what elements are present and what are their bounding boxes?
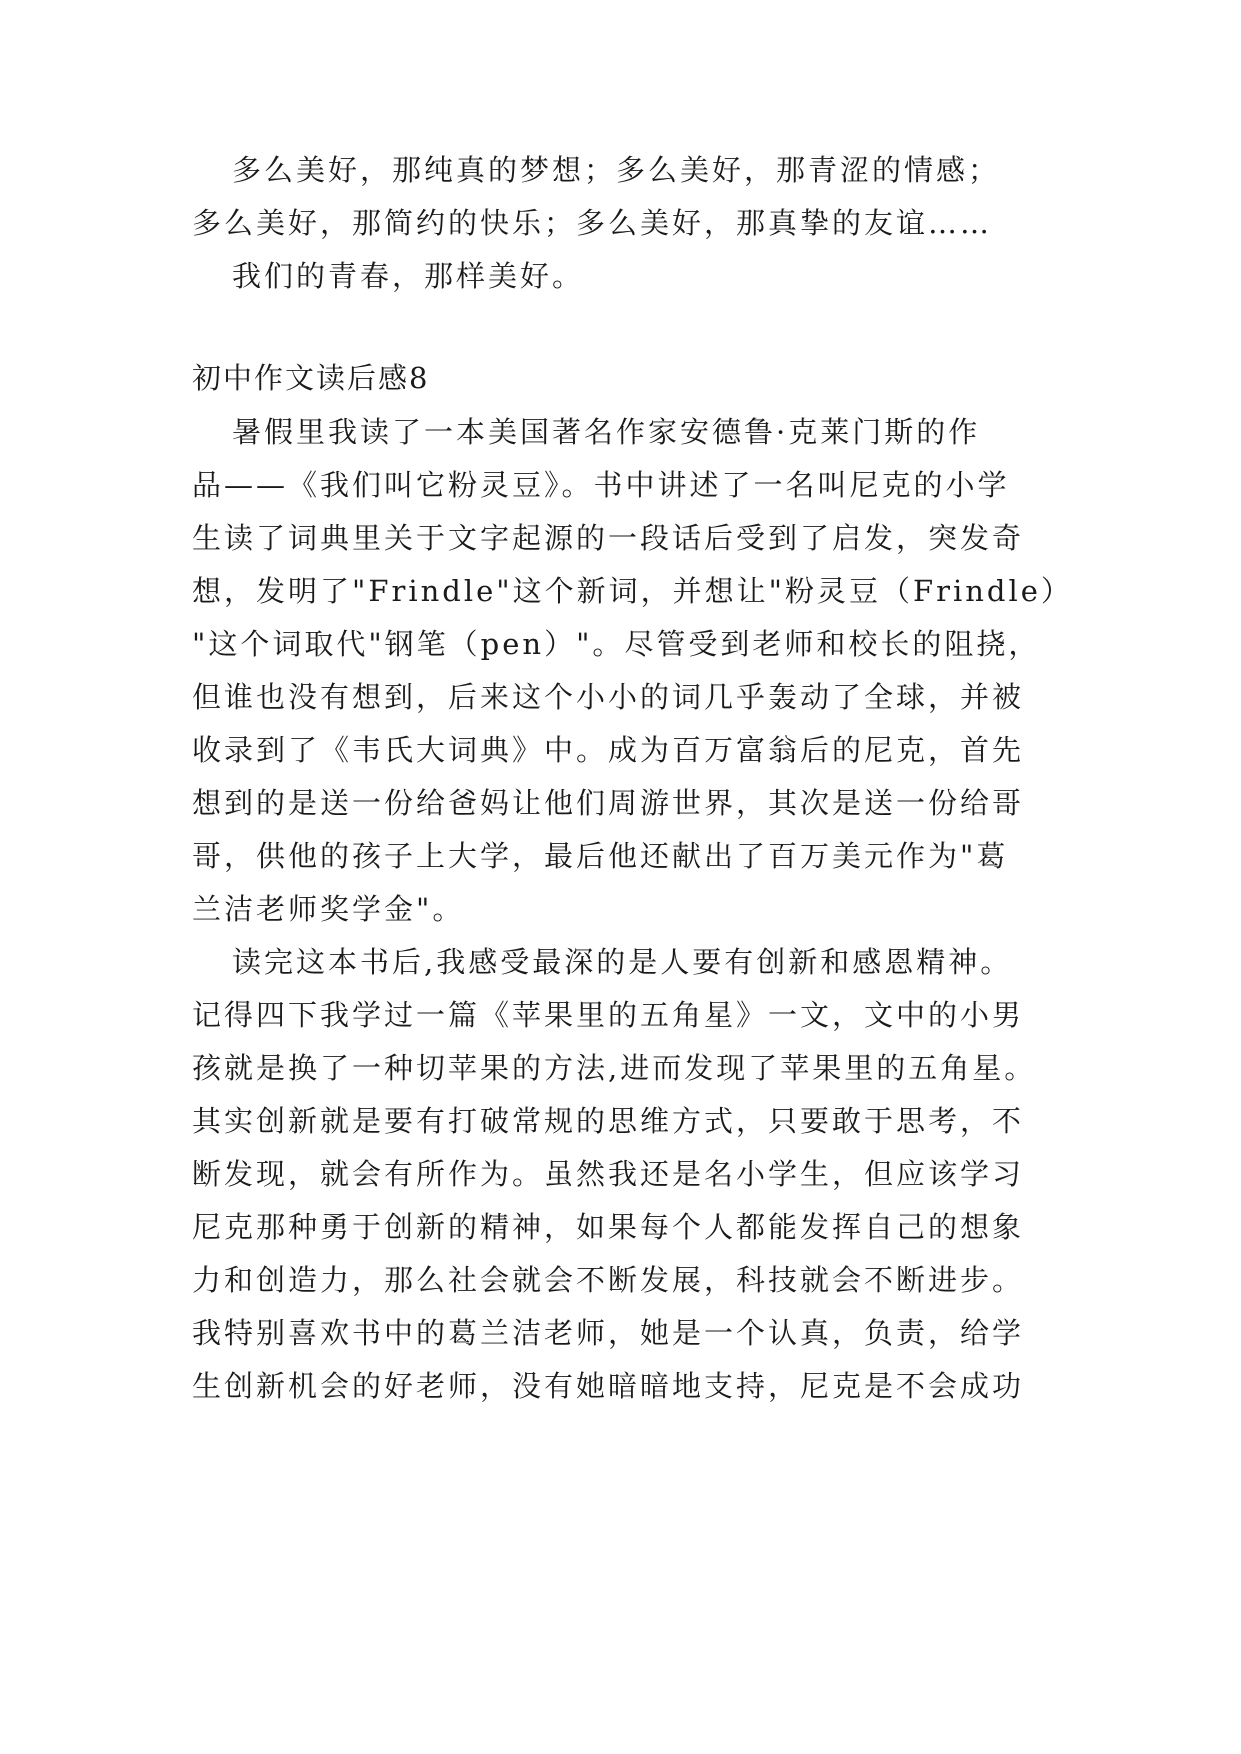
text-line: 品——《我们叫它粉灵豆》。书中讲述了一名叫尼克的小学 xyxy=(192,468,1010,502)
text-line: 多么美好，那纯真的梦想；多么美好，那青涩的情感； xyxy=(232,153,1001,187)
text-line: 记得四下我学过一篇《苹果里的五角星》一文，文中的小男 xyxy=(192,998,1025,1032)
text-line: 我特别喜欢书中的葛兰洁老师，她是一个认真，负责，给学 xyxy=(192,1316,1025,1350)
text-line: 多么美好，那简约的快乐；多么美好，那真挚的友谊…… xyxy=(192,206,993,240)
text-line: 想到的是送一份给爸妈让他们周游世界，其次是送一份给哥 xyxy=(192,786,1025,820)
text-line: 收录到了《韦氏大词典》中。成为百万富翁后的尼克，首先 xyxy=(192,733,1025,767)
text-line: 我们的青春，那样美好。 xyxy=(232,259,585,293)
text-line: 哥，供他的孩子上大学，最后他还献出了百万美元作为"葛 xyxy=(192,839,1009,873)
text-line: 读完这本书后,我感受最深的是人要有创新和感恩精神。 xyxy=(232,945,1013,979)
text-line: "这个词取代"钢笔（pen）"。尽管受到老师和校长的阻挠， xyxy=(192,627,1041,661)
text-line: 断发现，就会有所作为。虽然我还是名小学生，但应该学习 xyxy=(192,1157,1025,1191)
text-line: 孩就是换了一种切苹果的方法,进而发现了苹果里的五角星。 xyxy=(192,1051,1037,1085)
text-line: 暑假里我读了一本美国著名作家安德鲁·克莱门斯的作 xyxy=(232,415,981,449)
text-line: 尼克那种勇于创新的精神，如果每个人都能发挥自己的想象 xyxy=(192,1210,1025,1244)
text-line: 生创新机会的好老师，没有她暗暗地支持，尼克是不会成功 xyxy=(192,1369,1025,1403)
section-heading: 初中作文读后感8 xyxy=(192,361,430,395)
text-line: 力和创造力，那么社会就会不断发展，科技就会不断进步。 xyxy=(192,1263,1025,1297)
text-line: 想，发明了"Frindle"这个新词，并想让"粉灵豆（Frindle） xyxy=(192,574,1073,608)
text-line: 其实创新就是要有打破常规的思维方式，只要敢于思考，不 xyxy=(192,1104,1025,1138)
text-line: 生读了词典里关于文字起源的一段话后受到了启发，突发奇 xyxy=(192,521,1025,555)
text-line: 但谁也没有想到，后来这个小小的词几乎轰动了全球，并被 xyxy=(192,680,1025,714)
text-line: 兰洁老师奖学金"。 xyxy=(192,892,465,926)
